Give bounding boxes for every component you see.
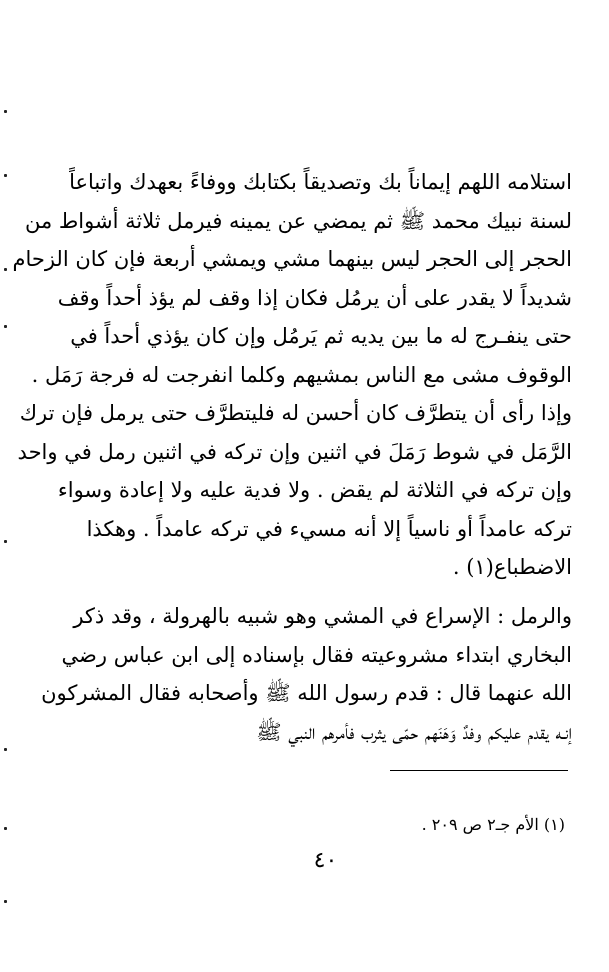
footnote-divider [390, 770, 568, 771]
scan-mark [4, 110, 7, 113]
scan-mark [4, 748, 7, 751]
text-line: والرمل : الإسراع في المشي وهو شبيه بالهرولة ، وقد ذكر [73, 604, 572, 628]
text-line: استلامه اللهم إيماناً بك وتصديقاً بكتابك ووفاءً بعهدك واتباعاً [69, 170, 572, 194]
scan-mark [4, 827, 7, 830]
footnote: (١) الأم جـ٢ ص ٢٠٩ . [421, 815, 565, 834]
text-line: وإذا رأى أن يتطرَّف كان أحسن له فليتطرَّف حتى يرمل فإن ترك [19, 401, 572, 425]
text-line: الوقوف مشى مع الناس بمشيهم وكلما انفرجت له فرجة رَمَل . [31, 362, 572, 387]
text-line: شديداً لا يقدر على أن يرمُل فكان إذا وقف لم يؤذ أحداً وقف [57, 285, 572, 310]
page-number: ٤٠ [313, 848, 338, 873]
paragraph-2 [41, 597, 572, 751]
text-line: إنـه يقدم عليكم وفدٌ وَهَنَهم حمّى يثرب فأمرهم النبي ﷺ [256, 719, 572, 744]
text-line: الاضطباع(١) . [452, 555, 572, 579]
text-line: تركه عامداً أو ناسياً إلا أنه مسيء في تركه عامداً . وهكذا [86, 516, 572, 541]
scan-mark [4, 268, 7, 271]
paragraph-1 [12, 163, 572, 587]
text-line: حتى ينفـرج له ما بين يديه ثم يَرمُل وإن كان يؤذي أحداً في [70, 324, 572, 348]
text-line: البخاري ابتداء مشروعيته فقال بإسناده إلى ابن عباس رضي [61, 642, 572, 667]
text-line: الحجر إلى الحجر ليس بينهما مشي ويمشي أربعة فإن كان الزحام [12, 247, 572, 271]
scan-mark [4, 540, 7, 543]
scan-mark [4, 325, 7, 328]
text-line: وإن تركه في الثلاثة لم يقض . ولا فدية عليه ولا إعادة وسواء [57, 478, 572, 502]
text-line: الرَّمَل في شوط رَمَلَ في اثنين وإن تركه في اثنين رمل في واحد [17, 439, 572, 464]
scan-mark [4, 900, 7, 903]
text-line: الله عنهما قال : قدم رسول الله ﷺ وأصحابه فقال المشركون [41, 681, 572, 705]
text-line: لسنة نبيك محمد ﷺ ثم يمضي عن يمينه فيرمل ثلاثة أشواط من [24, 208, 572, 233]
scan-mark [4, 174, 7, 177]
